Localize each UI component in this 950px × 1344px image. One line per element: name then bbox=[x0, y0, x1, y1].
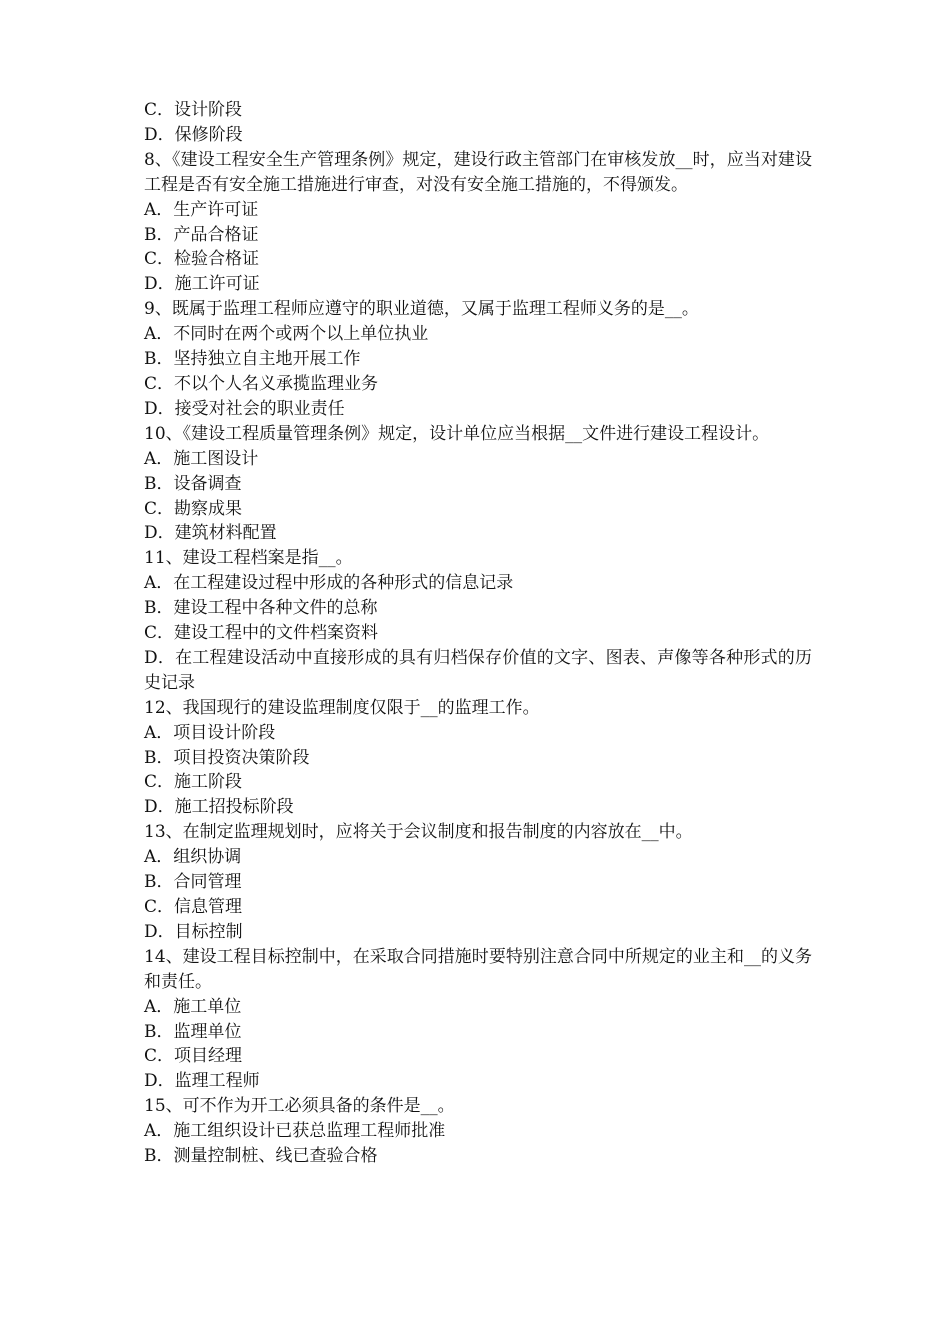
q9-option-c: C．不以个人名义承揽监理业务 bbox=[144, 373, 379, 394]
q12-option-a: A．项目设计阶段 bbox=[144, 722, 276, 743]
q10-option-d: D．建筑材料配置 bbox=[144, 523, 277, 544]
option-d-warranty-stage: D．保修阶段 bbox=[144, 124, 243, 145]
q11-option-a: A．在工程建设过程中形成的各种形式的信息记录 bbox=[144, 573, 514, 594]
q11-option-c: C．建设工程中的文件档案资料 bbox=[144, 623, 379, 644]
q12-option-d: D．施工招投标阶段 bbox=[144, 797, 294, 818]
q11-option-b: B．建设工程中各种文件的总称 bbox=[144, 598, 378, 619]
q8-option-c: C．检验合格证 bbox=[144, 249, 260, 270]
q8-option-b: B．产品合格证 bbox=[144, 224, 259, 245]
document-page bbox=[144, 98, 812, 1169]
question-15: 15、可不作为开工必须具备的条件是__。 bbox=[144, 1096, 455, 1117]
question-12: 12、我国现行的建设监理制度仅限于__的监理工作。 bbox=[144, 697, 540, 718]
q15-option-a: A．施工组织设计已获总监理工程师批准 bbox=[144, 1121, 446, 1142]
q14-option-c: C．项目经理 bbox=[144, 1046, 243, 1067]
q13-option-b: B．合同管理 bbox=[144, 872, 242, 893]
q9-option-d: D．接受对社会的职业责任 bbox=[144, 398, 345, 419]
q10-option-b: B．设备调查 bbox=[144, 473, 242, 494]
q8-option-d: D．施工许可证 bbox=[144, 274, 260, 295]
q14-option-a: A．施工单位 bbox=[144, 996, 242, 1017]
q13-option-d: D．目标控制 bbox=[144, 921, 243, 942]
q14-option-b: B．监理单位 bbox=[144, 1021, 242, 1042]
question-14: 14、建设工程目标控制中，在采取合同措施时要特别注意合同中所规定的业主和__的义务和责任。 bbox=[144, 946, 812, 992]
q15-option-b: B．测量控制桩、线已查验合格 bbox=[144, 1146, 378, 1167]
question-13: 13、在制定监理规划时，应将关于会议制度和报告制度的内容放在__中。 bbox=[144, 822, 693, 843]
q9-option-b: B．坚持独立自主地开展工作 bbox=[144, 349, 361, 370]
option-c-design-stage: C．设计阶段 bbox=[144, 100, 243, 120]
question-9: 9、既属于监理工程师应遵守的职业道德，又属于监理工程师义务的是__。 bbox=[144, 299, 699, 320]
question-8: 8、《建设工程安全生产管理条例》规定，建设行政主管部门在审核发放__时，应当对建设工程是否有安全施工措施进行审查，对没有安全施工措施的，不得颁发。 bbox=[144, 149, 812, 195]
q13-option-c: C．信息管理 bbox=[144, 897, 243, 917]
q10-option-c: C．勘察成果 bbox=[144, 498, 243, 519]
q13-option-a: A．组织协调 bbox=[144, 847, 242, 868]
q10-option-a: A．施工图设计 bbox=[144, 448, 259, 469]
q12-option-c: C．施工阶段 bbox=[144, 772, 243, 793]
q14-option-d: D．监理工程师 bbox=[144, 1071, 260, 1092]
q8-option-a: A．生产许可证 bbox=[144, 199, 259, 220]
q11-option-d: D．在工程建设活动中直接形成的具有归档保存价值的文字、图表、声像等各种形式的历史记录 bbox=[144, 647, 812, 693]
q9-option-a: A．不同时在两个或两个以上单位执业 bbox=[144, 324, 429, 345]
question-11: 11、建设工程档案是指__。 bbox=[144, 548, 353, 569]
question-10: 10、《建设工程质量管理条例》规定，设计单位应当根据__文件进行建设工程设计。 bbox=[144, 423, 770, 444]
q12-option-b: B．项目投资决策阶段 bbox=[144, 747, 310, 768]
